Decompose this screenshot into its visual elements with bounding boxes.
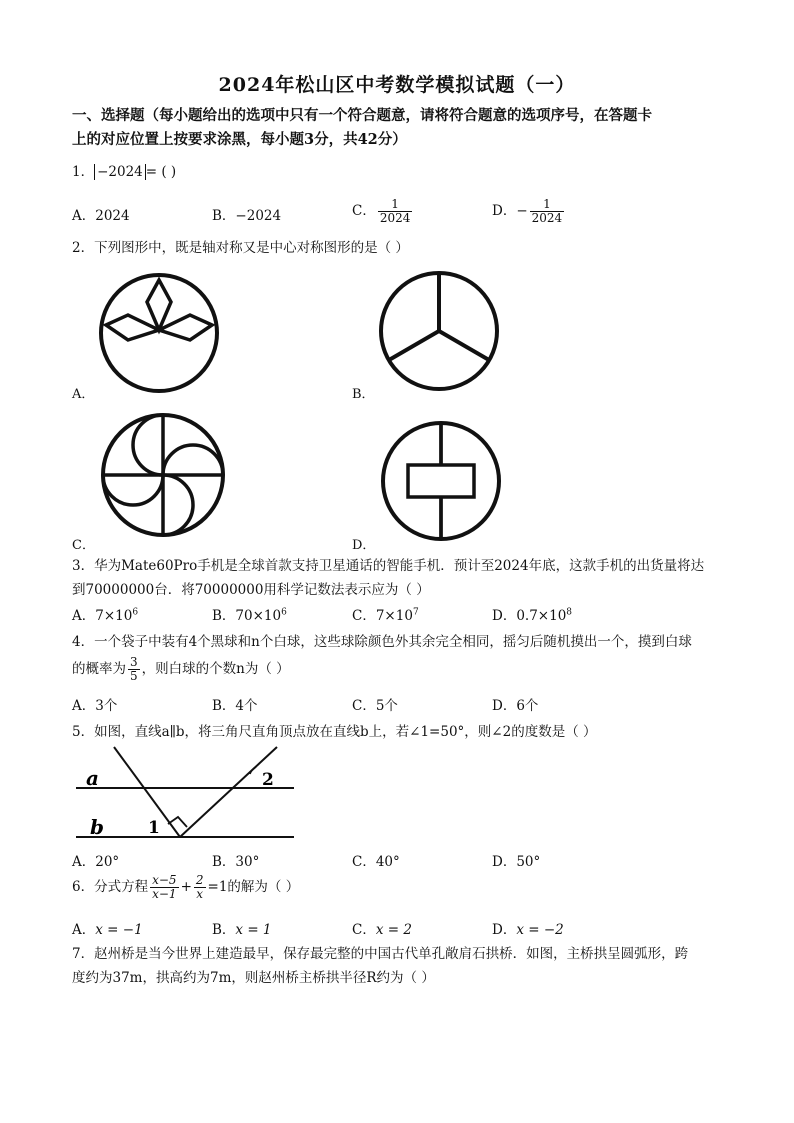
q1-option-a: A．2024 [72,208,130,224]
q5-option-c: C．40° [352,854,400,870]
figure-b-label: B． [352,387,375,402]
line-a-label: a [86,766,99,790]
q5-option-d: D．50° [492,854,541,870]
question-6: 6．分式方程 $\frac{x-5}{x-1}$ + $\frac{2}{x}$ =1的解为（ ） [72,873,300,901]
figure-d-rect-circle [378,418,504,544]
question-4-line1: 4．一个袋子中装有4个黑球和n个白球，这些球除颜色外其余完全相同，摇匀后随机摸出一个，摸到白球 [72,634,692,650]
q6-option-c: C．x = 2 [352,922,412,938]
fraction: $\frac{3}{5}$ [130,655,138,683]
q4-option-d: D．6个 [492,698,539,714]
fraction: $\frac{x-5}{x-1}$ [152,873,177,901]
question-7-line2: 度约为37m，拱高约为7m，则赵州桥主桥拱半径R约为（ ） [72,970,435,986]
q6-option-d: D．x = −2 [492,922,564,938]
q5-option-a: A．20° [72,854,120,870]
fraction: $\frac{2}{x}$ [195,873,204,901]
figure-c-pinwheel-circle [98,410,228,540]
q4-option-b: B．4个 [212,698,258,714]
question-1-tail: = ( ) [145,164,177,180]
q1-option-d: D．− $\frac{1}{2024}$ [492,197,563,225]
q4-option-a: A．3个 [72,698,118,714]
q4-option-c: C．5个 [352,698,398,714]
figure-b-tri-circle [376,268,502,394]
q1-option-c: C． $\frac{1}{2024}$ [352,197,411,225]
question-4-line2: 的概率为 $\frac{3}{5}$ ，则白球的个数n为（ ） [72,655,290,683]
line-b-label: b [90,815,104,839]
question-5: 5．如图，直线a∥b，将三角尺直角顶点放在直线b上，若∠1=50°，则∠2的度数是（ ） [72,724,597,740]
q3-option-b: B．$70\times 10^6$ [212,607,287,624]
question-2: 2．下列图形中，既是轴对称又是中心对称图形的是（ ） [72,240,409,256]
figure-a-diamond-circle [96,270,222,396]
page-title: 2024年松山区中考数学模拟试题（一） [218,74,576,96]
figure-c-label: C． [72,538,95,553]
section-heading [72,104,732,152]
figure-d-label: D． [352,538,376,553]
question-7-line1: 7．赵州桥是当今世界上建造最早，保存最完整的中国古代单孔敞肩石拱桥．如图，主桥拱呈圆弧形，跨 [72,946,689,962]
q3-option-c: C．$7\times 10^7$ [352,607,419,624]
q6-option-a: A．x = −1 [72,922,143,938]
section-heading-line1: 一、选择题（每小题给出的选项中只有一个符合题意，请将符合题意的选项序号，在答题卡 [72,107,652,124]
absolute-value-expression: −2024 [94,164,146,180]
question-1-number: 1． [72,164,95,180]
question-1 [72,160,176,184]
q3-option-d: D．$0.7\times 10^8$ [492,607,573,624]
q1-option-b: B．−2024 [212,208,282,224]
q3-option-a: A．$7\times 10^6$ [72,607,139,624]
q5-option-b: B．30° [212,854,260,870]
fraction: $\frac{1}{2024}$ [531,197,563,225]
section-heading-line2: 上的对应位置上按要求涂黑，每小题3分，共42分） [72,131,407,148]
figure-a-label: A． [72,387,95,402]
fraction: $\frac{1}{2024}$ [379,197,411,225]
angle-1-label: 1 [148,818,160,838]
q6-option-b: B．x = 1 [212,922,272,938]
question-3-line2: 到70000000台．将70000000用科学记数法表示应为（ ） [72,582,430,598]
question-3-line1: 3．华为Mate60Pro手机是全球首款支持卫星通话的智能手机．预计至2024年底，这款手机的出货量将达 [72,558,705,574]
angle-2-label: 2 [262,770,274,790]
figure-parallel-lines [72,745,302,845]
